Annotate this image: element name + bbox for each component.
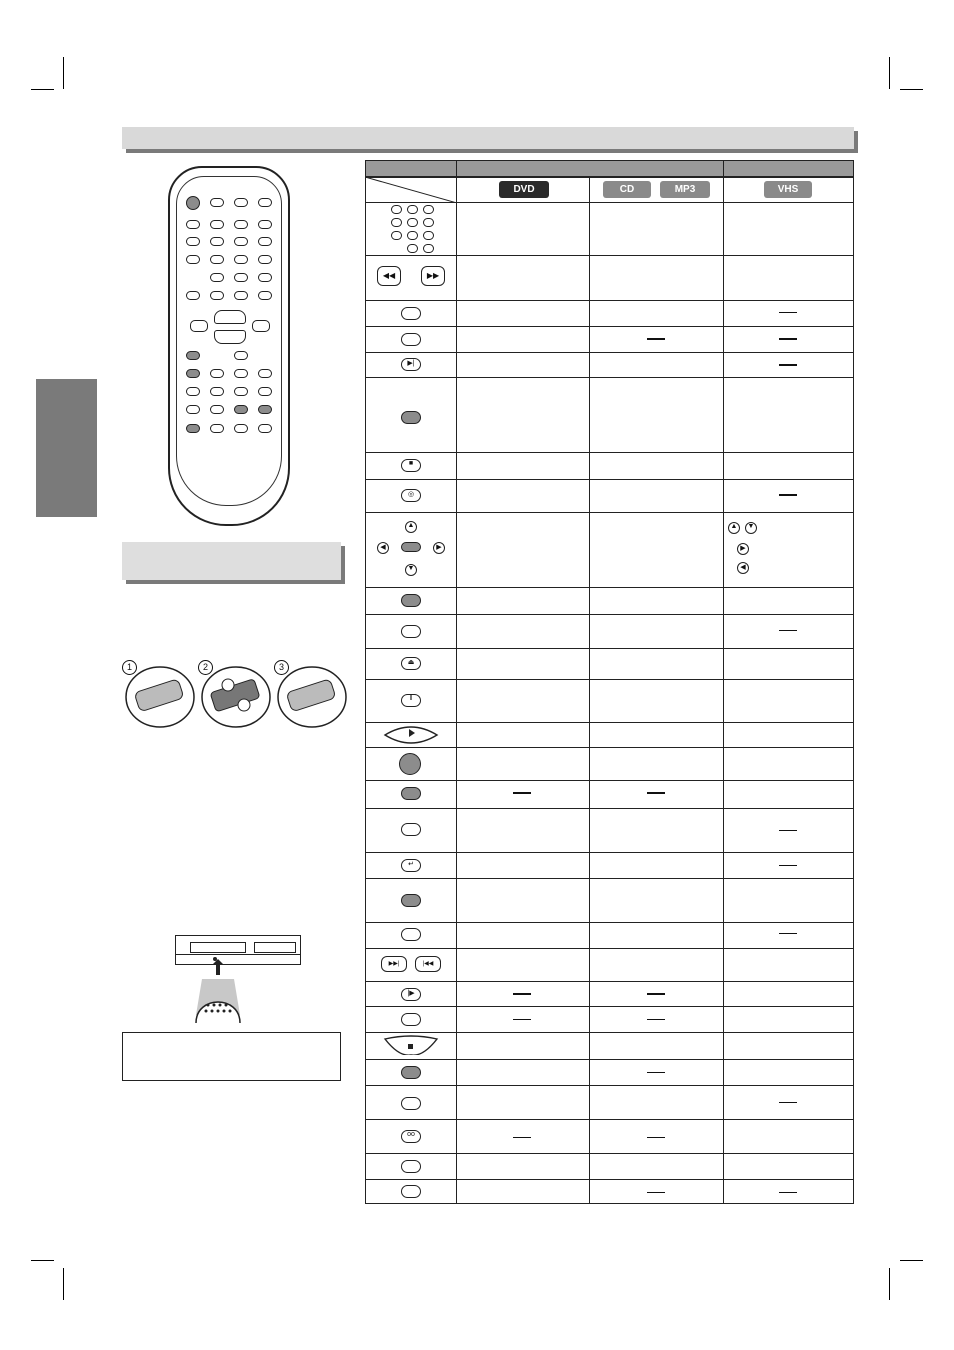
play-button-icon xyxy=(383,725,439,745)
crop-mark xyxy=(63,57,64,89)
skip-down-button-icon: |◀◀ xyxy=(415,956,441,972)
down-button-icon: ▼ xyxy=(745,522,757,534)
side-tab xyxy=(36,379,97,517)
crop-mark xyxy=(900,89,923,90)
crop-mark xyxy=(900,1260,923,1261)
oval-button-icon xyxy=(401,333,421,346)
not-available-dash xyxy=(779,865,797,866)
not-available-dash xyxy=(779,494,797,496)
step-2-label: 2 xyxy=(198,660,213,675)
oval-button-icon xyxy=(401,1185,421,1198)
cd-disc-icon: CD xyxy=(603,181,651,198)
oval-button-icon xyxy=(401,1097,421,1110)
grey-oval-button-icon xyxy=(401,894,421,907)
circle-button-icon: ◎ xyxy=(401,489,421,502)
fast-forward-button-icon: ▶▶ xyxy=(421,266,445,286)
crop-mark xyxy=(31,89,54,90)
not-available-dash xyxy=(647,338,665,340)
not-available-dash xyxy=(779,933,797,934)
battery-installation-illustration xyxy=(120,655,350,735)
crop-mark xyxy=(889,57,890,89)
note-box xyxy=(122,1032,341,1081)
stop-button-icon: ■ xyxy=(401,459,421,472)
not-available-dash xyxy=(779,830,797,831)
power-button-icon xyxy=(399,753,421,775)
crop-mark xyxy=(889,1268,890,1300)
slow-button-icon: |▶ xyxy=(401,988,421,1001)
table-header-row xyxy=(365,160,854,177)
not-available-dash xyxy=(513,993,531,995)
dvd-disc-icon: DVD xyxy=(499,181,549,198)
battery-section-heading-box xyxy=(122,542,341,580)
oval-button-icon xyxy=(401,1160,421,1173)
not-available-dash xyxy=(647,1072,665,1073)
not-available-dash xyxy=(647,792,665,794)
not-available-dash xyxy=(647,1137,665,1138)
crop-mark xyxy=(31,1260,54,1261)
oval-button-icon xyxy=(401,625,421,638)
oval-button-icon xyxy=(401,307,421,320)
remote-pointing-illustration xyxy=(188,955,254,1025)
grey-oval-button-icon xyxy=(401,594,421,607)
header-diagonal xyxy=(365,177,457,203)
eject-button-icon: ⏏ xyxy=(401,657,421,670)
not-available-dash xyxy=(779,1102,797,1103)
not-available-dash xyxy=(513,1137,531,1138)
stop-arc-button-icon xyxy=(383,1035,439,1055)
not-available-dash xyxy=(647,1019,665,1020)
ir-sensor-dot xyxy=(213,957,217,961)
mp3-disc-icon: MP3 xyxy=(660,181,710,198)
skip-up-button-icon: ▶▶| xyxy=(381,956,407,972)
not-available-dash xyxy=(779,338,797,340)
grey-oval-button-icon xyxy=(401,787,421,800)
rewind-button-icon: ◀◀ xyxy=(377,266,401,286)
grey-oval-button-icon xyxy=(401,411,421,424)
not-available-dash xyxy=(779,364,797,366)
not-available-dash xyxy=(647,993,665,995)
grey-oval-button-icon xyxy=(401,1066,421,1079)
button-function-table: DVD CD MP3 VHS ◀◀ ▶▶ ▶| ■ ◎ ▲ ◀ ▶ ▼ ⏏ ‖ ↵ ▶▶| |◀◀ |▶ oo ▲ ▼ ▶ ◀ xyxy=(365,160,854,1204)
not-available-dash xyxy=(779,630,797,631)
crop-mark xyxy=(63,1268,64,1300)
not-available-dash xyxy=(513,792,531,794)
skip-button-icon: ▶| xyxy=(401,358,421,371)
step-1-label: 1 xyxy=(122,660,137,675)
vhs-tape-icon: VHS xyxy=(764,181,812,198)
right-button-icon: ▶ xyxy=(737,543,749,555)
pause-button-icon: ‖ xyxy=(401,694,421,707)
oval-button-icon xyxy=(401,1013,421,1026)
not-available-dash xyxy=(647,1192,665,1193)
return-button-icon: ↵ xyxy=(401,859,421,872)
left-button-icon: ◀ xyxy=(737,562,749,574)
not-available-dash xyxy=(779,312,797,313)
oval-button-icon xyxy=(401,823,421,836)
not-available-dash xyxy=(779,1192,797,1193)
section-header-bar xyxy=(122,127,854,149)
up-button-icon: ▲ xyxy=(728,522,740,534)
tape-button-icon: oo xyxy=(401,1130,421,1143)
step-3-label: 3 xyxy=(274,660,289,675)
oval-button-icon xyxy=(401,928,421,941)
not-available-dash xyxy=(513,1019,531,1020)
